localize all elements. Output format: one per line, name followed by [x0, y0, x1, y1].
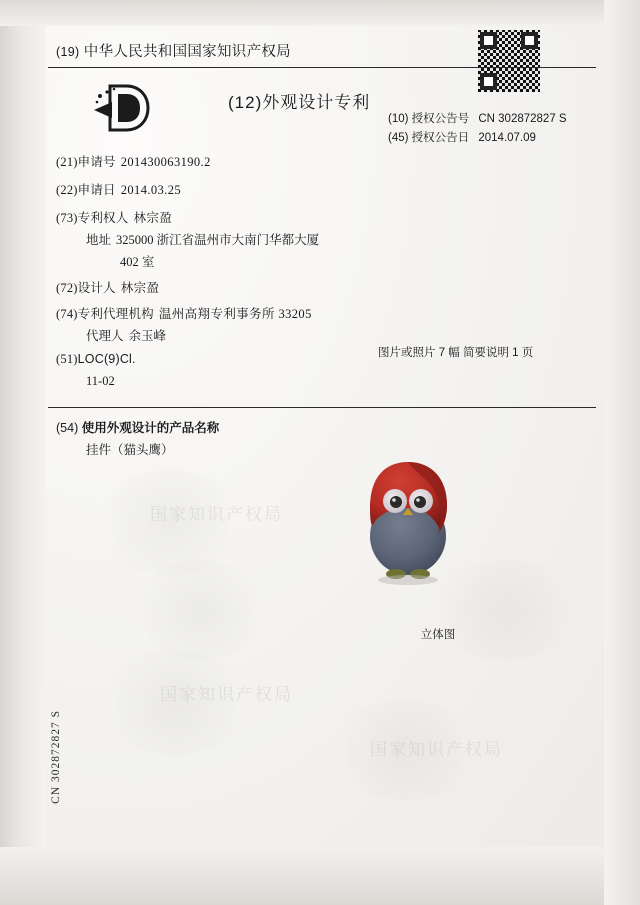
office-code: (19): [56, 45, 80, 59]
address-label: 地址: [86, 233, 112, 247]
address-value-2: 402 室: [120, 255, 155, 269]
doc-type-code: (12): [228, 93, 263, 112]
scan-shadow-left: [0, 0, 46, 905]
side-publication-code: CN 302872827 S: [50, 710, 62, 804]
qr-eye-icon: [480, 73, 497, 90]
watermark-text: 国家知识产权局: [160, 685, 293, 704]
scan-shadow-right: [604, 0, 640, 905]
field-application-number: [56, 152, 211, 170]
product-label: 使用外观设计的产品名称: [81, 421, 220, 435]
publication-number-value: CN 302872827 S: [478, 113, 567, 125]
field-agency: [56, 304, 312, 322]
field-loc-value: [86, 374, 115, 389]
product-name: 挂件（猫头鹰）: [86, 443, 174, 457]
product-title-row: [56, 418, 219, 436]
doc-type-text: 外观设计专利: [262, 93, 371, 112]
field-label: 设计人: [77, 281, 116, 295]
field-value: 201430063190.2: [120, 155, 211, 169]
field-label: LOC(9)Cl.: [77, 352, 136, 366]
publication-date-value: 2014.07.09: [478, 132, 536, 144]
field-application-date: [56, 180, 181, 198]
field-label: 专利权人: [77, 211, 129, 225]
publication-number-row: [388, 110, 567, 129]
figure-caption: 立体图: [420, 629, 456, 641]
watermark-text: 国家知识产权局: [150, 505, 283, 524]
office-header: [56, 40, 291, 61]
address-value: 325000 浙江省温州市大南门华都大厦: [116, 233, 320, 247]
publication-number-label: 授权公告号: [411, 113, 470, 125]
publication-date-label: 授权公告日: [411, 132, 470, 144]
publication-number-code: (10): [388, 113, 409, 125]
sipo-emblem-icon: [90, 80, 164, 136]
publication-date-code: (45): [388, 132, 409, 144]
section-divider: [48, 407, 596, 408]
field-value: 林宗盈: [133, 211, 173, 225]
field-loc-class: [56, 352, 136, 367]
field-designer: [56, 278, 159, 296]
field-value: 林宗盈: [120, 281, 160, 295]
qr-code-icon: [478, 30, 540, 92]
figure-count: 图片或照片 7 幅 简要说明 1 页: [378, 347, 534, 359]
document-body: [48, 22, 596, 880]
publication-date-row: [388, 129, 567, 148]
figure-image: [330, 430, 510, 645]
field-address-line2: [120, 252, 154, 270]
office-name: 中华人民共和国国家知识产权局: [83, 44, 291, 60]
field-code: (72): [56, 281, 78, 295]
header-divider: [48, 67, 596, 68]
loc-value: 11-02: [86, 374, 115, 388]
publication-info: [388, 110, 567, 148]
field-value: 2014.03.25: [120, 183, 181, 197]
field-code: (21): [56, 155, 78, 169]
field-code: (22): [56, 183, 78, 197]
field-label: 专利代理机构: [77, 307, 154, 321]
product-code: (54): [56, 421, 79, 435]
field-label: 申请号: [77, 155, 116, 169]
field-code: (51): [56, 352, 78, 366]
field-code: (73): [56, 211, 78, 225]
field-label: 申请日: [77, 183, 116, 197]
doc-type-title: [228, 88, 370, 113]
agent-value: 余玉峰: [128, 329, 167, 343]
field-code: (74): [56, 307, 78, 321]
watermark-text: 国家知识产权局: [370, 740, 503, 759]
field-value: 温州高翔专利事务所 33205: [158, 307, 312, 321]
field-agent: [86, 326, 166, 344]
field-address: [86, 230, 319, 248]
field-patentee: [56, 208, 172, 226]
agent-label: 代理人: [86, 329, 124, 343]
